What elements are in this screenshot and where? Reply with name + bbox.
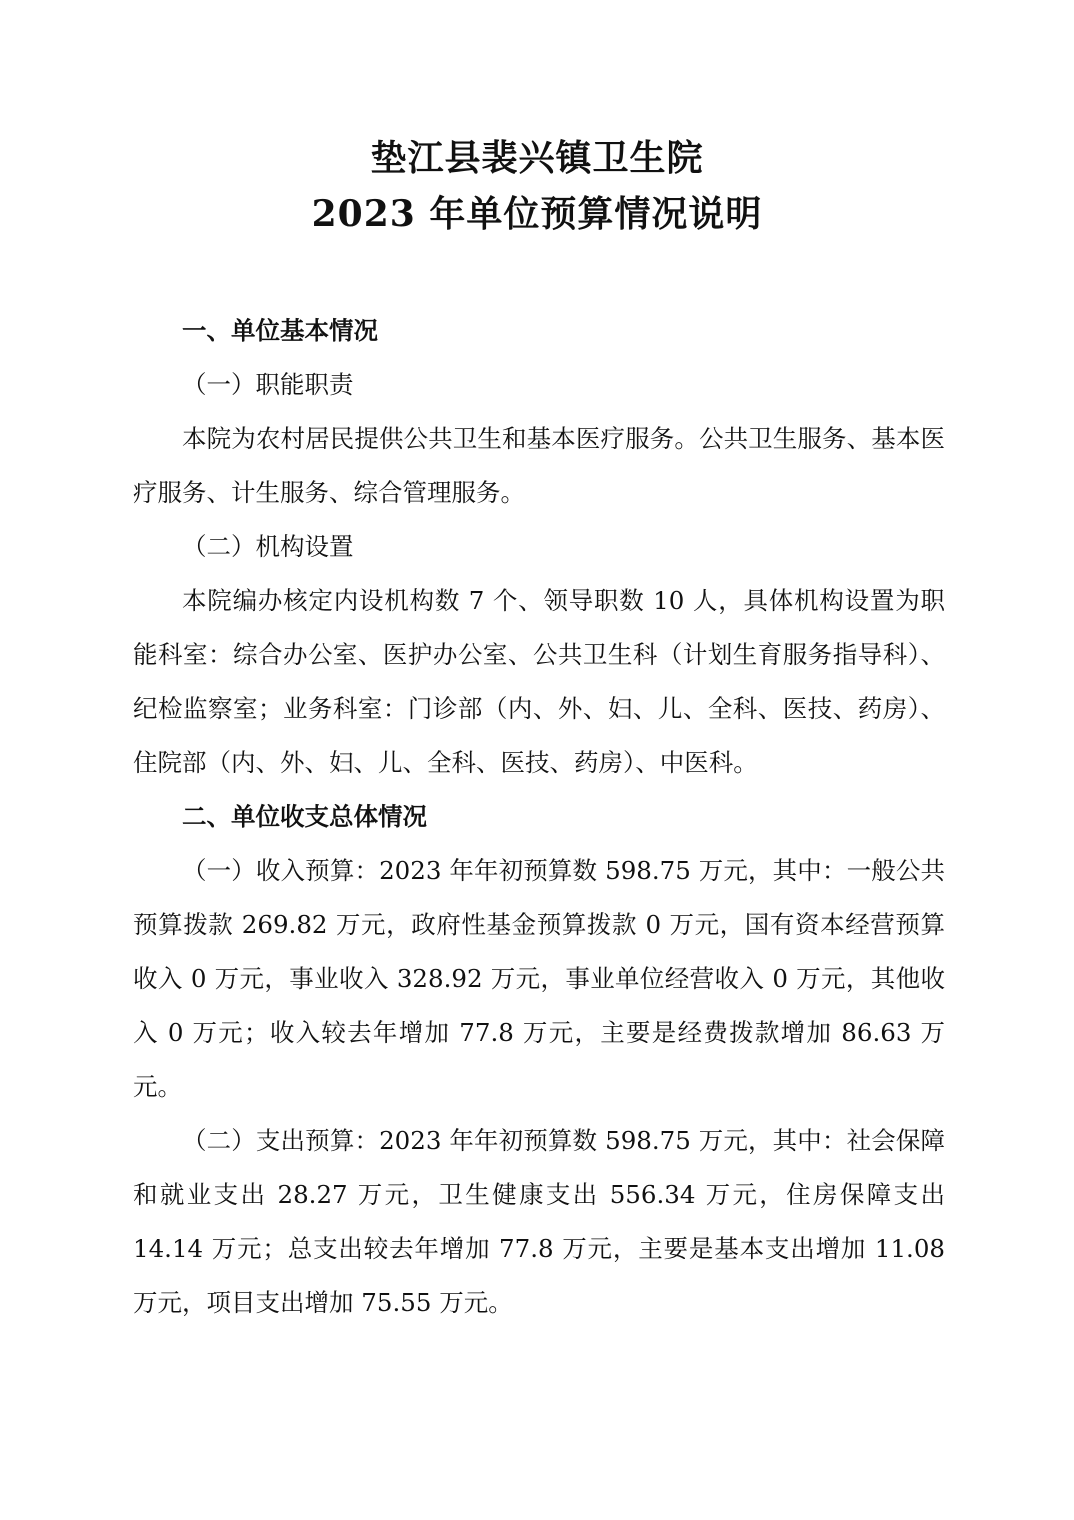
section2-heading: 二、单位收支总体情况 xyxy=(182,802,427,831)
section1-heading: 一、单位基本情况 xyxy=(182,316,378,345)
section1-sub1-text: 本院为农村居民提供公共卫生和基本医疗服务。公共卫生服务、基本医疗服务、计生服务、综合管理服务。 xyxy=(133,424,945,507)
document-body xyxy=(133,304,945,1330)
section2-income-text: （一）收入预算：2023 年年初预算数 598.75 万元，其中：一般公共预算拨款 269.82 万元，政府性基金预算拨款 0 万元，国有资本经营预算收入 0 万元，事业收入 328.92 万元，事业单位经营收入 0 万元，其他收入 0 万元；收入较去年增加 77.8 万元，主要是经费拨款增加 86.63 万元。 xyxy=(133,856,945,1101)
document-title-line2: 2023 年单位预算情况说明 xyxy=(311,193,763,235)
section1-sub1-heading: （一）职能职责 xyxy=(182,370,354,399)
document-title-line1: 垫江县裴兴镇卫生院 xyxy=(370,137,704,179)
section2-expense-text: （二）支出预算：2023 年年初预算数 598.75 万元，其中：社会保障和就业支出 28.27 万元，卫生健康支出 556.34 万元，住房保障支出 14.14 万元；总支出较去年增加 77.8 万元，主要是基本支出增加 11.08 万元，项目支出增加 75.55 万元。 xyxy=(133,1126,945,1317)
section1-sub2-heading: （二）机构设置 xyxy=(182,532,354,561)
section1-sub2-text: 本院编办核定内设机构数 7 个、领导职数 10 人，具体机构设置为职能科室：综合办公室、医护办公室、公共卫生科（计划生育服务指导科）、纪检监察室；业务科室：门诊部（内、外、妇、儿、全科、医技、药房）、住院部（内、外、妇、儿、全科、医技、药房）、中医科。 xyxy=(133,586,945,777)
